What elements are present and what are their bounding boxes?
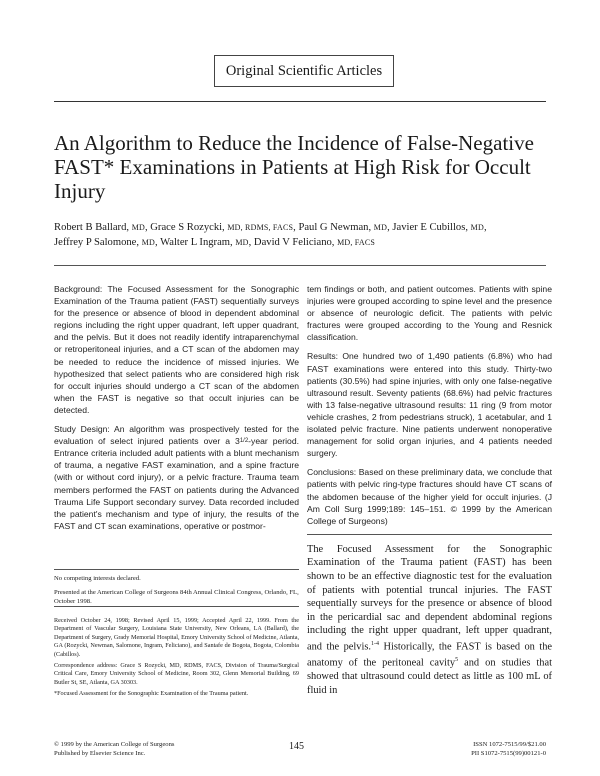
author-name: Grace S Rozycki, (150, 222, 228, 233)
footer-left (54, 740, 174, 758)
abstract-right-column (307, 283, 552, 697)
author-name: Jeffrey P Salomone, (54, 237, 142, 248)
abstract-end-rule (307, 534, 552, 535)
abstract-study-design (54, 423, 299, 532)
author-degrees: MD (373, 223, 388, 232)
citation-5: 5 (455, 657, 459, 663)
author (54, 237, 155, 248)
footer-right (471, 740, 546, 758)
author (150, 222, 293, 233)
intro-part-a: The Focused Assessment for the Sonographic Examination of the Trauma patient (FAST) has been shown to be an effective diagnostic test for the evaluation of patients with potential truncal injuries. The FAST sequentially surveys for the presence or absence of blood in the pericardial sac and dependent abdominal regions including the right upper quadrant, left upper quadrant, and the pelvis. (307, 543, 552, 653)
author-degrees: MD (470, 223, 484, 232)
fraction: 1/2 (239, 438, 249, 445)
footer-publisher: Published by Elsevier Science Inc. (54, 750, 146, 757)
footer-issn: ISSN 1072-7515/99/$21.00 (473, 741, 546, 748)
abstract-background: Background: The Focused Assessment for the Sonographic Examination of the Trauma patient (FAST) sequentially surveys for the presence or absence of blood in dependent abdominal regions including the right upper quadrant, left upper quadrant, and the pelvis. But it does not readily identify intraparenchymal or retroperitoneal injuries, and a CT scan of the abdomen may be needed to reduce the incidence of missed injuries. We hypothesized that select patients who are considered high risk for occult injuries should undergo a CT scan of the abdomen when the FAST is negative so that occult injuries can be detected. (54, 284, 299, 415)
footer-copyright: © 1999 by the American College of Surgeons (54, 741, 175, 748)
author (254, 237, 375, 248)
citation-1-4: 1-4 (371, 640, 380, 647)
author-degrees: MD, FACS (337, 238, 376, 247)
author (298, 222, 387, 233)
footer-pii: PII S1072-7515(99)00121-0 (471, 750, 546, 757)
author-name: David V Feliciano, (253, 237, 338, 248)
author-degrees: MD (131, 223, 145, 232)
author-degrees: MD (141, 238, 155, 247)
article-title: An Algorithm to Reduce the Incidence of False-Negative FAST* Examinations in Patients at High Risk for Occult Injury (54, 131, 534, 203)
fast-footnote: *Focused Assessment for the Sonographic Examination of the Trauma patient. (54, 690, 249, 698)
author-degrees: MD (235, 238, 249, 247)
received-affiliations: Received October 24, 1998; Revised April 15, 1999; Accepted April 22, 1999. From the Department of Vascular Surgery, Louisiana State University, New Orleans, LA (Ballard), the Department of Surgery, Grady Memorial Hospital, Emory University School of Medicine, Atlanta, GA (Rozycki, Newman, Salomone, Ingram, Feliciano), and Santafe de Bogota, Bogota, Colombia (Cabillos). (54, 617, 299, 658)
author-name: Walter L Ingram, (160, 237, 236, 248)
author (160, 237, 249, 248)
intro-part-b: Historically, the FAST is based on the anatomy of the peritoneal cavity (307, 641, 553, 669)
author-name: Javier E Cubillos, (392, 222, 471, 233)
page-number: 145 (289, 741, 304, 752)
author (392, 222, 484, 233)
author (54, 222, 145, 233)
author-list: Robert B Ballard, MD, Grace S Rozycki, MD, RDMS, FACS, Paul G Newman, MD, Javier E Cubillos, MD, Jeffrey P Salomone, MD, Walter L Ingram, MD, David V Feliciano, MD, FACS (54, 222, 487, 248)
abstract-results: Results: One hundred two of 1,490 patients (6.8%) who had FAST examinations were entered into this study. Thirty-two patients (30.5%) had spine injuries, with only one false-negative ultrasound result. Seventy patients (68.6%) had pelvic fractures with 13 false-negative ultrasound results: 11 ring (9 from motor vehicle crashes, 2 from pedestrians struck), 1 acetabular, and 1 isolated pelvic fracture. Nine patients underwent nonoperative management for solid organ injuries, and 4 patients needed surgery. (307, 351, 552, 459)
intro-part-c: and on studies that showed that ultrasound could detect as little as 100 mL of fluid in (307, 657, 552, 696)
introduction-text (307, 543, 552, 697)
presentation-note: Presented at the American College of Surgeons 84th Annual Clinical Congress, Orlando, FL, October 1998. (54, 589, 299, 605)
author-degrees: MD, RDMS, FACS (227, 223, 294, 232)
competing-interests: No competing interests declared. (54, 575, 141, 582)
section-label: Original Scientific Articles (214, 55, 394, 87)
header-rule (54, 101, 546, 102)
study-design-text-cont: -year period. Entrance criteria included adult patients with a blunt mechanism of trauma, a negative FAST examination, and a spine fracture (with or without cord injury), or a pelvic fracture. Trauma team members performed the FAST on patients during the Advanced Trauma Life Support secondary survey. Data recorded included the patient's mechanism and type of injury, the results of the FAST and CT scan examinations, operative or postmor- (54, 436, 299, 531)
abstract-left-column (54, 283, 299, 539)
author-name: Robert B Ballard, (54, 222, 132, 233)
author-name: Paul G Newman, (298, 222, 374, 233)
correspondence-address: Correspondence address: Grace S Rozycki, MD, RDMS, FACS, Division of Trauma/Surgical Critical Care, Emory University School of Medicine, Room 302, Glenn Memorial Building, 69 Butler St, SE, Atlanta, GA 30303. (54, 662, 299, 686)
abstract-conclusions: Conclusions: Based on these preliminary data, we conclude that patients with pelvic ring-type fractures should have CT scans of the abdomen because of the higher yield for occult injuries. (J Am Coll Surg 1999;189: 145–151. © 1999 by the American College of Surgeons) (307, 467, 552, 526)
abstract-rule (54, 265, 546, 266)
study-design-text: Study Design: An algorithm was prospectively tested for the evaluation of select injured patients over a 3 (54, 424, 299, 447)
footnotes (54, 617, 299, 702)
disclosure-box (54, 569, 299, 607)
abstract-study-design-continued: tem findings or both, and patient outcomes. Patients with spine injuries were grouped according to spine level and the presence or absence of neurologic deficit. The patients with pelvic fractures were grouped according to the Young and Resnick classification. (307, 284, 552, 343)
